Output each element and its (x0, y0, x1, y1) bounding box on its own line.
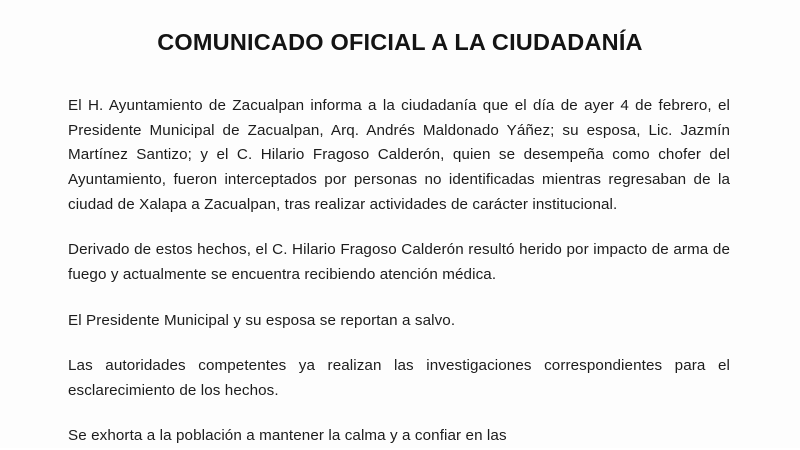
document-body (0, 94, 800, 445)
paragraph: El Presidente Municipal y su esposa se reportan a salvo. (68, 311, 456, 329)
page-title: COMUNICADO OFICIAL A LA CIUDADANÍA (157, 29, 643, 55)
paragraph-clipped: Se exhorta a la población a mantener la calma y a confiar en las (68, 427, 507, 445)
paragraph: Derivado de estos hechos, el C. Hilario Fragoso Calderón resultó herido por impacto de arma de fuego y actualmente se encuentra recibiendo atención médica. (68, 241, 730, 283)
paragraph: Las autoridades competentes ya realizan las investigaciones correspondientes para el esclarecimiento de los hechos. (68, 357, 730, 399)
paragraph: El H. Ayuntamiento de Zacualpan informa a la ciudadanía que el día de ayer 4 de febrero, el Presidente Municipal de Zacualpan, Arq. Andrés Maldonado Yáñez; su esposa, Lic. Jazmín Martínez Santizo; y el C. Hilario Fragoso Calderón, quien se desempeña como chofer del Ayuntamiento, fueron interceptados por personas no identificadas mientras regresaban de la ciudad de Xalapa a Zacualpan, tras realizar actividades de carácter institucional. (68, 97, 730, 213)
